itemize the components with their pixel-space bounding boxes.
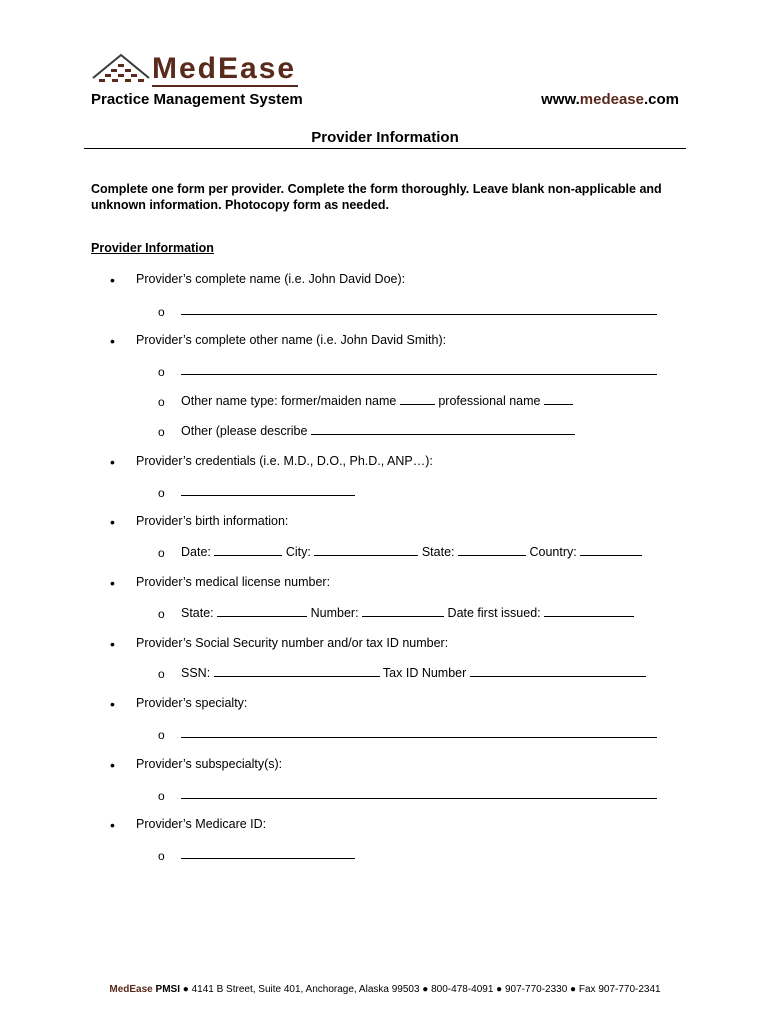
medicare-field[interactable] <box>181 847 355 859</box>
footer-brand: MedEase <box>109 984 153 995</box>
footer-contact <box>0 984 770 995</box>
license-number-label: Number: <box>310 606 359 620</box>
sub-bullet-icon: o <box>158 425 165 439</box>
professional-name-label: professional name <box>438 394 541 408</box>
website-prefix: www. <box>541 91 580 108</box>
ssn-field[interactable] <box>214 665 380 677</box>
sub-bullet-icon: o <box>158 667 165 681</box>
birth-country-field[interactable] <box>580 544 642 556</box>
license-state-field[interactable] <box>217 605 307 617</box>
sub-bullet-icon: o <box>158 546 165 560</box>
birth-country-label: Country: <box>529 545 577 559</box>
bullet-icon: • <box>110 817 115 833</box>
birth-state-field[interactable] <box>458 544 526 556</box>
license-date-field[interactable] <box>544 605 634 617</box>
bullet-icon: • <box>110 575 115 591</box>
bullet-icon: • <box>110 757 115 773</box>
sub-bullet-icon: o <box>158 849 165 863</box>
bullet-icon: • <box>110 696 115 712</box>
license-number-field[interactable] <box>362 605 444 617</box>
tax-id-field[interactable] <box>470 665 646 677</box>
birth-city-field[interactable] <box>314 544 418 556</box>
ssn-tax-label: Provider’s Social Security number and/or tax ID number: <box>136 636 449 650</box>
sub-bullet-icon: o <box>158 789 165 803</box>
other-name-field[interactable] <box>181 363 657 375</box>
website-suffix: .com <box>643 91 679 108</box>
license-label: Provider’s medical license number: <box>136 575 331 589</box>
form-title: Provider Information <box>311 129 459 146</box>
credentials-field[interactable] <box>181 484 355 496</box>
name-label: Provider’s complete name (i.e. John David Doe): <box>136 272 406 286</box>
credentials-label: Provider’s credentials (i.e. M.D., D.O., Ph.D., ANP…): <box>136 454 433 468</box>
other-describe-label: Other (please describe <box>181 424 308 438</box>
other-describe-field[interactable] <box>311 423 575 435</box>
sub-bullet-icon: o <box>158 607 165 621</box>
sub-bullet-icon: o <box>158 728 165 742</box>
footer-brand-suffix: PMSI <box>152 984 180 995</box>
subspecialty-label: Provider’s subspecialty(s): <box>136 757 283 771</box>
subspecialty-field[interactable] <box>181 787 657 799</box>
tax-id-label: Tax ID Number <box>382 666 467 680</box>
system-subtitle: Practice Management System <box>91 91 303 108</box>
bullet-icon: • <box>110 272 115 288</box>
bullet-icon: • <box>110 636 115 652</box>
other-name-type-label: Other name type: former/maiden name <box>181 394 397 408</box>
logo-text: MedEase <box>152 52 297 85</box>
sub-bullet-icon: o <box>158 305 165 319</box>
website-brand: medease <box>579 91 644 108</box>
bullet-icon: • <box>110 514 115 530</box>
footer-details: ● 4141 B Street, Suite 401, Anchorage, Alaska 99503 ● 800-478-4091 ● 907-770-2330 ● Fax 907-770-2341 <box>179 984 661 995</box>
medicare-label: Provider’s Medicare ID: <box>136 817 267 831</box>
sub-bullet-icon: o <box>158 395 165 409</box>
ssn-label: SSN: <box>181 666 211 680</box>
professional-name-field[interactable] <box>544 393 573 405</box>
specialty-field[interactable] <box>181 726 657 738</box>
birth-date-label: Date: <box>181 545 211 559</box>
maiden-name-field[interactable] <box>400 393 435 405</box>
specialty-label: Provider’s specialty: <box>136 696 248 710</box>
license-state-label: State: <box>181 606 214 620</box>
section-title: Provider Information <box>91 241 214 255</box>
title-divider <box>84 148 686 149</box>
sub-bullet-icon: o <box>158 365 165 379</box>
house-roof-logo-icon <box>91 52 151 84</box>
birth-date-field[interactable] <box>214 544 282 556</box>
bullet-icon: • <box>110 454 115 470</box>
birth-label: Provider’s birth information: <box>136 514 289 528</box>
form-instructions: Complete one form per provider. Complete the form thoroughly. Leave blank non-applicable and unknown information. Photocopy form as needed. <box>91 182 662 212</box>
bullet-icon: • <box>110 333 115 349</box>
website-link[interactable] <box>541 91 679 108</box>
license-date-label: Date first issued: <box>447 606 541 620</box>
birth-city-label: City: <box>285 545 311 559</box>
sub-bullet-icon: o <box>158 486 165 500</box>
birth-state-label: State: <box>421 545 455 559</box>
name-field[interactable] <box>181 303 657 315</box>
other-name-label: Provider’s complete other name (i.e. John David Smith): <box>136 333 447 347</box>
